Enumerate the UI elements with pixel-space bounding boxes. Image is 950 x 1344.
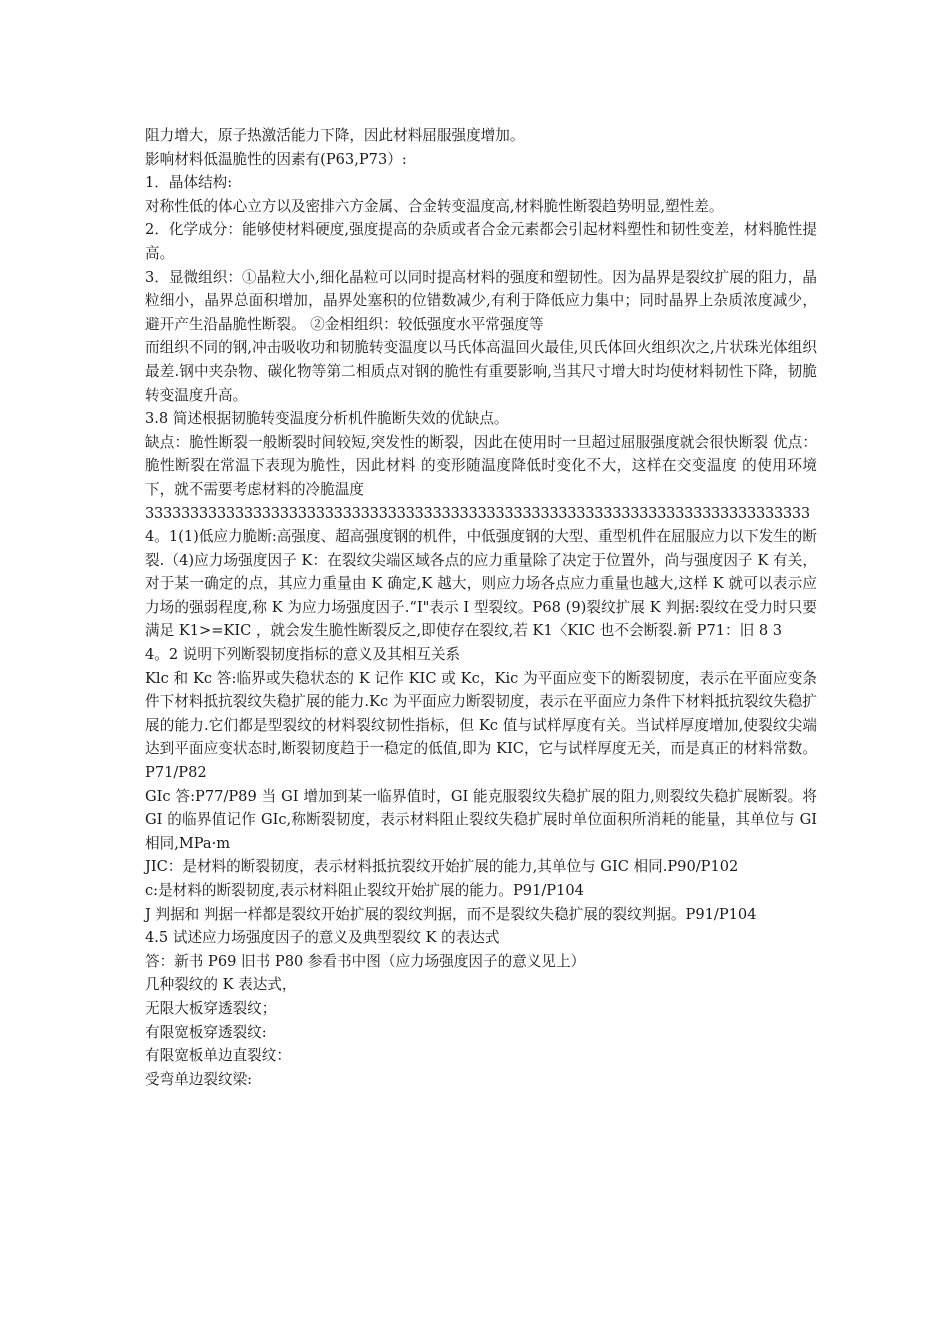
- text-line-21: 无限大板穿透裂纹；: [145, 999, 277, 1017]
- text-line-19: 答：新书 P69 旧书 P80 参看书中图（应力场强度因子的意义见上）: [145, 952, 586, 970]
- text-line-03: 1．晶体结构:: [145, 174, 233, 192]
- text-line-18: 4.5 试述应力场强度因子的意义及典型裂纹 K 的表达式: [145, 929, 500, 947]
- text-line-13: Klc 和 Kc 答:临界或失稳状态的 K 记作 KIC 或 Kc，Kic 为平面应变下的断裂韧度，表示在平面应变条件下材料抵抗裂纹失稳扩展的能力.Kc 为平面应力断裂韧度，表示在平面应力条件下材料抵抗裂纹失稳扩展的能力.它们都是型裂纹的材料裂纹韧性指标，但 Kc 值与试样厚度有关。当试样厚度增加,使裂纹尖端达到平面应变状态时,断裂韧度趋于一稳定的低值,即为 KIC，它与试样厚度无关，而是真正的材料常数。P71/P82: [145, 669, 817, 782]
- text-line-20: 几种裂纹的 K 表达式，: [145, 976, 297, 994]
- text-line-23: 有限宽板单边直裂纹：: [145, 1047, 291, 1065]
- document-body: [145, 124, 817, 1091]
- text-line-10: 33333333333333333333333333333333333333333333333333333333333333333333333333: [145, 504, 810, 522]
- text-line-04: 对称性低的体心立方以及密排六方金属、合金转变温度高,材料脆性断裂趋势明显,塑性差。: [145, 197, 724, 215]
- text-line-09: 缺点：脆性断裂一般断裂时间较短,突发性的断裂，因此在使用时一旦超过屈服强度就会很快断裂 优点：脆性断裂在常温下表现为脆性，因此材料 的变形随温度降低时变化不大，这样在交变温度 的使用环境下，就不需要考虑材料的冷脆温度: [145, 433, 817, 498]
- text-line-22: 有限宽板穿透裂纹:: [145, 1023, 267, 1041]
- text-line-14: GIc 答:P77/P89 当 GI 增加到某一临界值时，GI 能克服裂纹失稳扩展的阻力,则裂纹失稳扩展断裂。将 GI 的临界值记作 GIc,称断裂韧度，表示材料阻止裂纹失稳扩展时单位面积所消耗的能量，其单位与 GI 相同,MPa·m: [145, 787, 817, 852]
- text-line-16: c:是材料的断裂韧度,表示材料阻止裂纹开始扩展的能力。P91/P104: [145, 882, 584, 899]
- text-line-07: 而组织不同的钢,冲击吸收功和韧脆转变温度以马氏体高温回火最佳,贝氏体回火组织次之,片状珠光体组织最差.钢中夹杂物、碳化物等第二相质点对钢的脆性有重要影响,当其尺寸增大时均使材料韧性下降，韧脆转变温度升高。: [145, 339, 817, 404]
- text-line-24: 受弯单边裂纹梁:: [145, 1070, 253, 1088]
- text-line-08: 3.8 简述根据韧脆转变温度分析机件脆断失效的优缺点。: [145, 410, 509, 428]
- text-line-11: 4。1(1)低应力脆断:高强度、超高强度钢的机件，中低强度钢的大型、重型机件在屈服应力以下发生的断裂.（4)应力场强度因子 K：在裂纹尖端区域各点的应力重量除了决定于位置外，尚与强度因子 K 有关，对于某一确定的点，其应力重量由 K 确定,K 越大，则应力场各点应力重量也越大,这样 K 就可以表示应力场的强弱程度,称 K 为应力场强度因子.“I"表示 I 型裂纹。P68 (9)裂纹扩展 K 判据:裂纹在受力时只要满足 K1>=KIC ，就会发生脆性断裂反之,即使存在裂纹,若 K1〈KIC 也不会断裂.新 P71：旧 8 3: [145, 528, 817, 640]
- text-line-17: J 判据和 判据一样都是裂纹开始扩展的裂纹判据，而不是裂纹失稳扩展的裂纹判据。P91/P104: [145, 905, 757, 923]
- text-line-12: 4。2 说明下列断裂韧度指标的意义及其相互关系: [145, 646, 461, 664]
- text-line-06: 3．显微组织：①晶粒大小,细化晶粒可以同时提高材料的强度和塑韧性。因为晶界是裂纹扩展的阻力，晶粒细小，晶界总面积增加，晶界处塞积的位错数减少,有利于降低应力集中；同时晶界上杂质浓度减少，避开产生沿晶脆性断裂。 ②金相组织：较低强度水平常强度等: [145, 268, 817, 333]
- text-line-05: 2．化学成分：能够使材料硬度,强度提高的杂质或者合金元素都会引起材料塑性和韧性变差，材料脆性提高。: [145, 221, 817, 262]
- text-line-01: 阻力增大，原子热激活能力下降，因此材料屈服强度增加。: [145, 127, 525, 144]
- text-line-15: JIC：是材料的断裂韧度，表示材料抵抗裂纹开始扩展的能力,其单位与 GIC 相同.P90/P102: [145, 858, 739, 876]
- text-line-02: 影响材料低温脆性的因素有(P63,P73）:: [145, 150, 407, 168]
